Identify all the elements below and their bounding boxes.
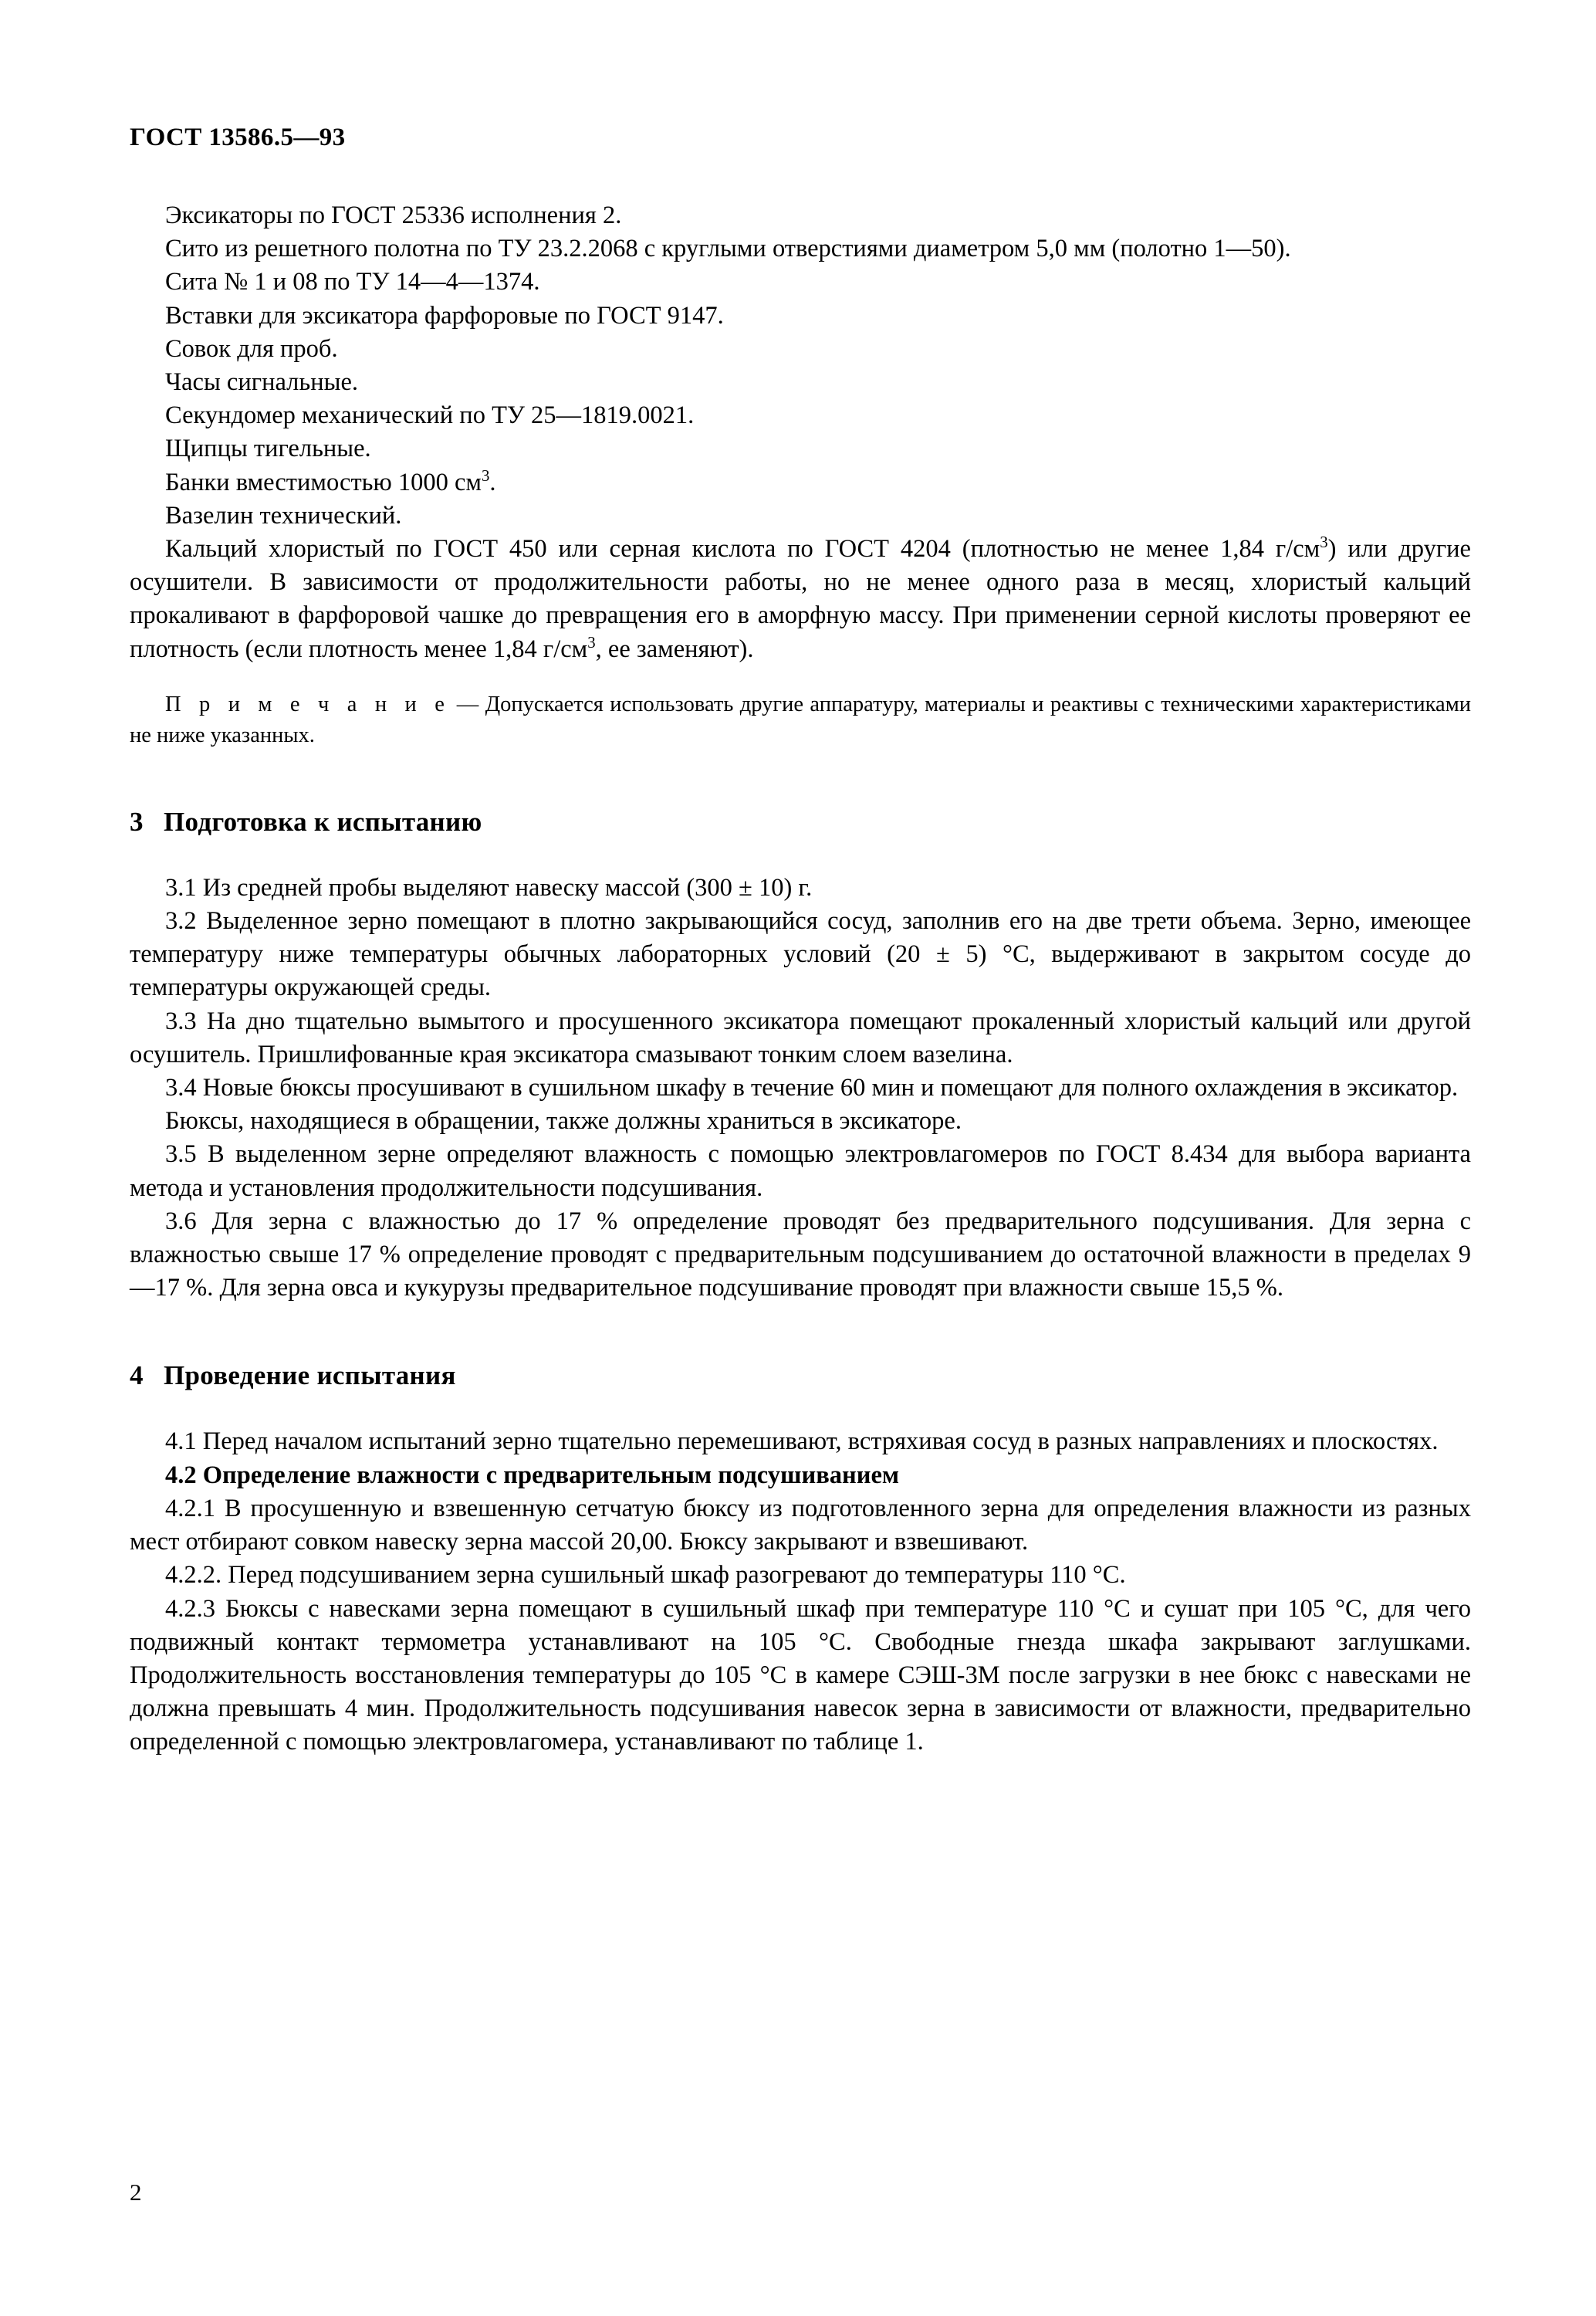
note-block xyxy=(130,689,1471,751)
calcium-part-3: , ее заменяют). xyxy=(595,635,754,663)
banki-text-before: Банки вместимостью 1000 см xyxy=(165,468,482,496)
equipment-item: Часы сигнальные. xyxy=(165,368,359,397)
spacer xyxy=(130,751,1471,807)
spacer xyxy=(130,838,1471,872)
section-4-title: Проведение испытания xyxy=(164,1360,456,1391)
calcium-part-2: ) или другие осушители. В зависимости от продолжительности работы, но не менее одного раза в месяц, хлористый кальций прокаливают в фарфоровой чашке до превращения его в аморфную массу. При применении серной кислоты проверяют ее плотность (если плотность менее 1,84 г/см xyxy=(130,535,1471,663)
section-3-paragraph: Бюксы, находящиеся в обращении, также должны храниться в эксикаторе. xyxy=(165,1107,962,1136)
equipment-item: Совок для проб. xyxy=(165,334,338,363)
section-4-paragraph: 4.2.1 В просушенную и взвешенную сетчатую бюксу из подготовленного зерна для определения влажности из разных мест отбирают совком навеску зерна массой 20,00. Бюксу закрывают и взвешивают. xyxy=(130,1494,1471,1556)
section-4-paragraph: 4.2.2. Перед подсушиванием зерна сушильный шкаф разогревают до температуры 110 °С. xyxy=(165,1561,1126,1590)
spacer xyxy=(130,666,1471,689)
calcium-superscript-1: 3 xyxy=(1320,533,1328,552)
section-3-paragraph: 3.5 В выделенном зерне определяют влажность с помощью электровлагомеров по ГОСТ 8.434 для выбора варианта метода и установления продолжительности подсушивания. xyxy=(130,1140,1471,1202)
section-3-paragraph: 3.4 Новые бюксы просушивают в сушильном шкафу в течение 60 мин и помещают для полного охлаждения в эксикатор. xyxy=(165,1074,1459,1102)
calcium-superscript-2: 3 xyxy=(587,633,596,652)
note-text: — Допускается использовать другие аппаратуру, материалы и реактивы с техническими характеристиками не ниже указанных. xyxy=(130,692,1471,747)
equipment-item: Сито из решетного полотна по ТУ 23.2.2068 с круглыми отверстиями диаметром 5,0 мм (полотно 1—50). xyxy=(165,235,1291,263)
page-number: 2 xyxy=(130,2179,142,2206)
calcium-paragraph xyxy=(130,533,1471,666)
section-3-heading xyxy=(130,807,1471,838)
section-4-paragraph: 4.2.3 Бюксы с навесками зерна помещают в сушильный шкаф при температуре 110 °С и сушат при 105 °С, для чего подвижный контакт термометра устанавливают на 105 °С. Свободные гнезда шкафа закрывают заглушками. Продолжительность восстановления температуры до 105 °С в камере СЭШ-3М после загрузки в нее бюкс с навесками не должна превышать 4 мин. Продолжительность подсушивания навесок зерна в зависимости от влажности, предварительно определенной с помощью электровлагомера, устанавливают по таблице 1. xyxy=(130,1594,1471,1756)
calcium-part-1: Кальций хлористый по ГОСТ 450 или серная кислота по ГОСТ 4204 (плотностью не менее 1,84 г/см xyxy=(165,535,1320,564)
spacer xyxy=(130,1391,1471,1425)
equipment-item: Вазелин технический. xyxy=(165,501,402,530)
equipment-item: Сита № 1 и 08 по ТУ 14—4—1374. xyxy=(165,268,540,296)
section-3-paragraph: 3.1 Из средней пробы выделяют навеску массой (300 ± 10) г. xyxy=(165,873,813,902)
page-content xyxy=(130,199,1471,1759)
note-label: П р и м е ч а н и е xyxy=(165,692,451,716)
section-3-title: Подготовка к испытанию xyxy=(164,806,482,837)
equipment-item: Щипцы тигельные. xyxy=(165,435,371,463)
section-4-paragraph: 4.1 Перед началом испытаний зерно тщательно перемешивают, встряхивая сосуд в разных направлениях и плоскостях. xyxy=(165,1427,1439,1456)
section-4-2-subheading: 4.2 Определение влажности с предварительным подсушиванием xyxy=(165,1461,900,1489)
banki-superscript: 3 xyxy=(482,466,490,485)
section-3-paragraph: 3.6 Для зерна с влажностью до 17 % определение проводят без предварительного подсушивания. Для зерна с влажностью свыше 17 % определение проводят с предварительным подсушиванием до остаточной влажности в пределах 9—17 %. Для зерна овса и кукурузы предварительное подсушивание проводят при влажности свыше 15,5 %. xyxy=(130,1207,1471,1302)
banki-text-after: . xyxy=(489,468,496,496)
section-3-paragraph: 3.2 Выделенное зерно помещают в плотно закрывающийся сосуд, заполнив его на две трети объема. Зерно, имеющее температуру ниже температуры обычных лабораторных условий (20 ± 5) °С, выдерживают в закрытом сосуде до температуры окружающей среды. xyxy=(130,907,1471,1002)
equipment-item: Вставки для эксикатора фарфоровые по ГОСТ 9147. xyxy=(165,301,724,330)
equipment-item: Секундомер механический по ТУ 25—1819.0021. xyxy=(165,401,695,430)
equipment-item: Эксикаторы по ГОСТ 25336 исполнения 2. xyxy=(165,201,622,229)
spacer xyxy=(130,1305,1471,1360)
equipment-item-banki xyxy=(130,466,1471,499)
section-4-number: 4 xyxy=(130,1360,144,1391)
section-3-paragraph: 3.3 На дно тщательно вымытого и просушенного эксикатора помещают прокаленный хлористый кальций или другой осушитель. Пришлифованные края эксикатора смазывают тонким слоем вазелина. xyxy=(130,1007,1471,1068)
section-3-number: 3 xyxy=(130,806,144,837)
running-head-standard-number: ГОСТ 13586.5—93 xyxy=(130,124,346,151)
section-4-heading xyxy=(130,1360,1471,1391)
